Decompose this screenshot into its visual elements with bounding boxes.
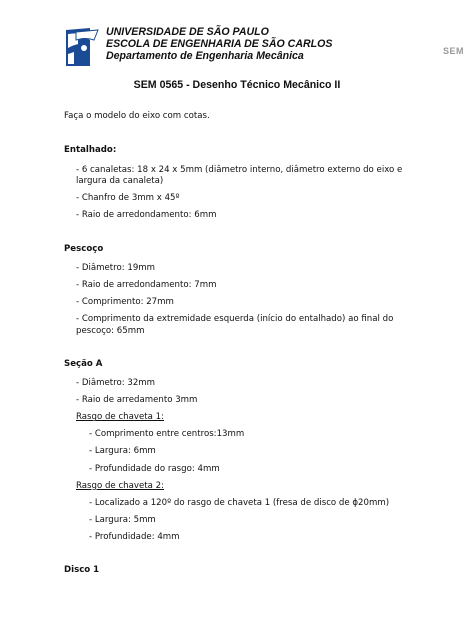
section-heading: Disco 1 [64,565,100,576]
section-heading: Pescoço [64,243,104,254]
list-item: - Comprimento: 27mm [76,297,174,308]
spacer [64,343,414,359]
list-item: - Localizado a 120º do rasgo de chaveta 1 (fresa de disco de ɸ20mm) [89,497,390,508]
institution-block [106,26,332,62]
spacer [64,549,414,565]
list-item: - Comprimento entre centros:13mm [89,429,245,440]
list-item: - Profundidade do rasgo: 4mm [89,463,220,474]
list-item: - Chanfro de 3mm x 45º [76,193,180,204]
document-title: SEM 0565 - Desenho Técnico Mecânico II [133,79,341,91]
list-item: - Diâmetro: 32mm [76,378,156,389]
section-pescoco [64,244,414,338]
department-tag: SEM [442,46,464,56]
list-item: - Raio de arredondamento: 7mm [76,280,217,290]
list-item: - Diâmetro: 19mm [76,262,156,273]
school-name: ESCOLA DE ENGENHARIA DE SÃO CARLOS [106,38,333,50]
list-item: - Largura: 5mm [89,514,156,525]
subsection-label: Rasgo de chaveta 1: [76,412,164,423]
section-heading: Entalhado: [64,145,117,156]
list-item: - Largura: 6mm [89,446,156,457]
document-body [64,111,414,584]
list-item: - 6 canaletas: 18 x 24 x 5mm (diâmetro interno, diâmetro externo do eixo e largura da canaleta) [76,164,403,187]
section-disco-1 [64,565,414,576]
section-secao-a [64,359,414,544]
section-entalhado [64,145,414,221]
department-name: Departamento de Engenharia Mecânica [106,50,304,62]
subsection-label: Rasgo de chaveta 2: [76,480,164,491]
list-item: - Raio de arredamento 3mm [76,395,198,406]
university-name: UNIVERSIDADE DE SÃO PAULO [106,26,269,38]
list-item: - Profundidade: 4mm [89,531,180,542]
section-heading: Seção A [64,358,103,369]
list-item: - Raio de arredondamento: 6mm [76,210,217,221]
intro-text: Faça o modelo do eixo com cotas. [64,111,210,121]
university-logo-icon [64,26,100,68]
list-item: - Comprimento da extremidade esquerda (início do entalhado) ao final do pescoço: 65mm [76,314,394,336]
spacer [64,228,414,244]
page-header [64,26,464,76]
